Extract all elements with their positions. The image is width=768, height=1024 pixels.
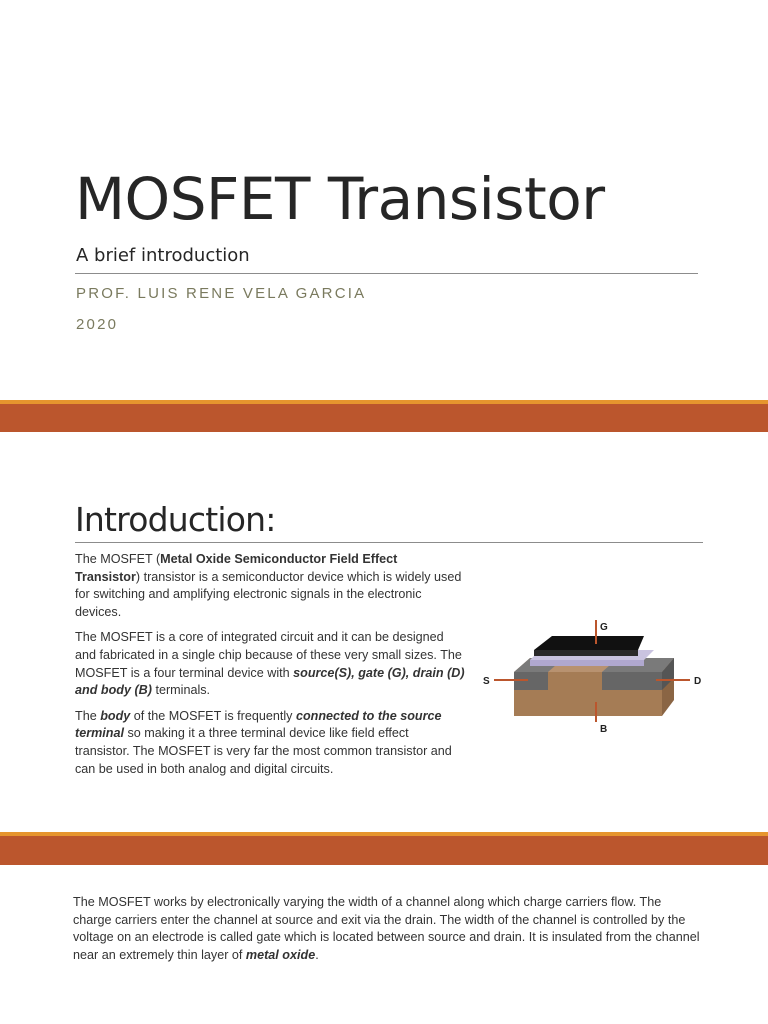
author-name: PROF. LUIS RENE VELA GARCIA — [76, 285, 367, 302]
text-run: The MOSFET works by electronically varying the width of a channel along which charge carriers flow. The charge carriers enter the channel at source and exit via the drain. The width of the channel is controlled by the voltage on an electrode is called gate which is located between source and drain. It is insulated from the channel near an extremely thin layer of — [73, 895, 700, 962]
text-run: terminals. — [151, 683, 211, 698]
bold-term: Metal Oxide Semiconductor Field Effect Transistor — [75, 552, 398, 584]
operation-body — [73, 894, 703, 964]
operation-slide — [0, 865, 768, 1024]
bold-italic-term: body — [100, 708, 131, 723]
body-label: B — [600, 724, 608, 735]
text-run: . — [315, 947, 319, 962]
slide-subtitle: A brief introduction — [76, 245, 250, 266]
text-run: The MOSFET ( — [75, 552, 161, 566]
intro-body — [75, 551, 465, 786]
intro-paragraph-3 — [75, 708, 465, 778]
text-run: of the MOSFET is frequently — [130, 708, 296, 723]
heading-divider — [75, 542, 703, 543]
presentation-year: 2020 — [76, 316, 119, 333]
separator-fill — [0, 404, 768, 432]
title-divider — [75, 273, 698, 274]
text-run: The — [75, 708, 101, 723]
drain-label: D — [694, 676, 702, 687]
separator-fill — [0, 836, 768, 865]
title-slide — [0, 0, 768, 400]
slide-separator — [0, 832, 768, 865]
intro-paragraph-2 — [75, 629, 465, 699]
text-run: The MOSFET is a core of integrated circuit and it can be designed and fabricated in a single chip because of these very small sizes. The MOSFET is a four terminal device with — [75, 630, 462, 680]
bold-italic-term: metal oxide — [245, 947, 316, 962]
mosfet-structure-diagram — [478, 616, 714, 742]
gate-electrode — [534, 636, 644, 650]
gate-electrode-front — [534, 650, 638, 656]
gate-label: G — [600, 622, 608, 633]
intro-paragraph-1 — [75, 551, 465, 621]
slide-separator — [0, 400, 768, 432]
drain-region — [602, 672, 662, 690]
bold-italic-term: source(S), gate (G), drain (D) and body (B) — [75, 665, 465, 698]
slide-title: MOSFET Transistor — [75, 165, 605, 233]
bold-italic-term: connected to the source terminal — [75, 708, 442, 741]
introduction-slide — [0, 432, 768, 832]
text-run: so making it a three terminal device like field effect transistor. The MOSFET is very far the most common transistor and can be used in both analog and digital circuits. — [75, 726, 452, 776]
oxide-layer-front — [530, 660, 644, 666]
operation-paragraph — [73, 894, 703, 964]
slide-heading: Introduction: — [75, 500, 276, 539]
source-label: S — [483, 676, 490, 687]
text-run: ) transistor is a semiconductor device which is widely used for switching and amplifying electronic signals in the electronic devices. — [75, 569, 462, 619]
